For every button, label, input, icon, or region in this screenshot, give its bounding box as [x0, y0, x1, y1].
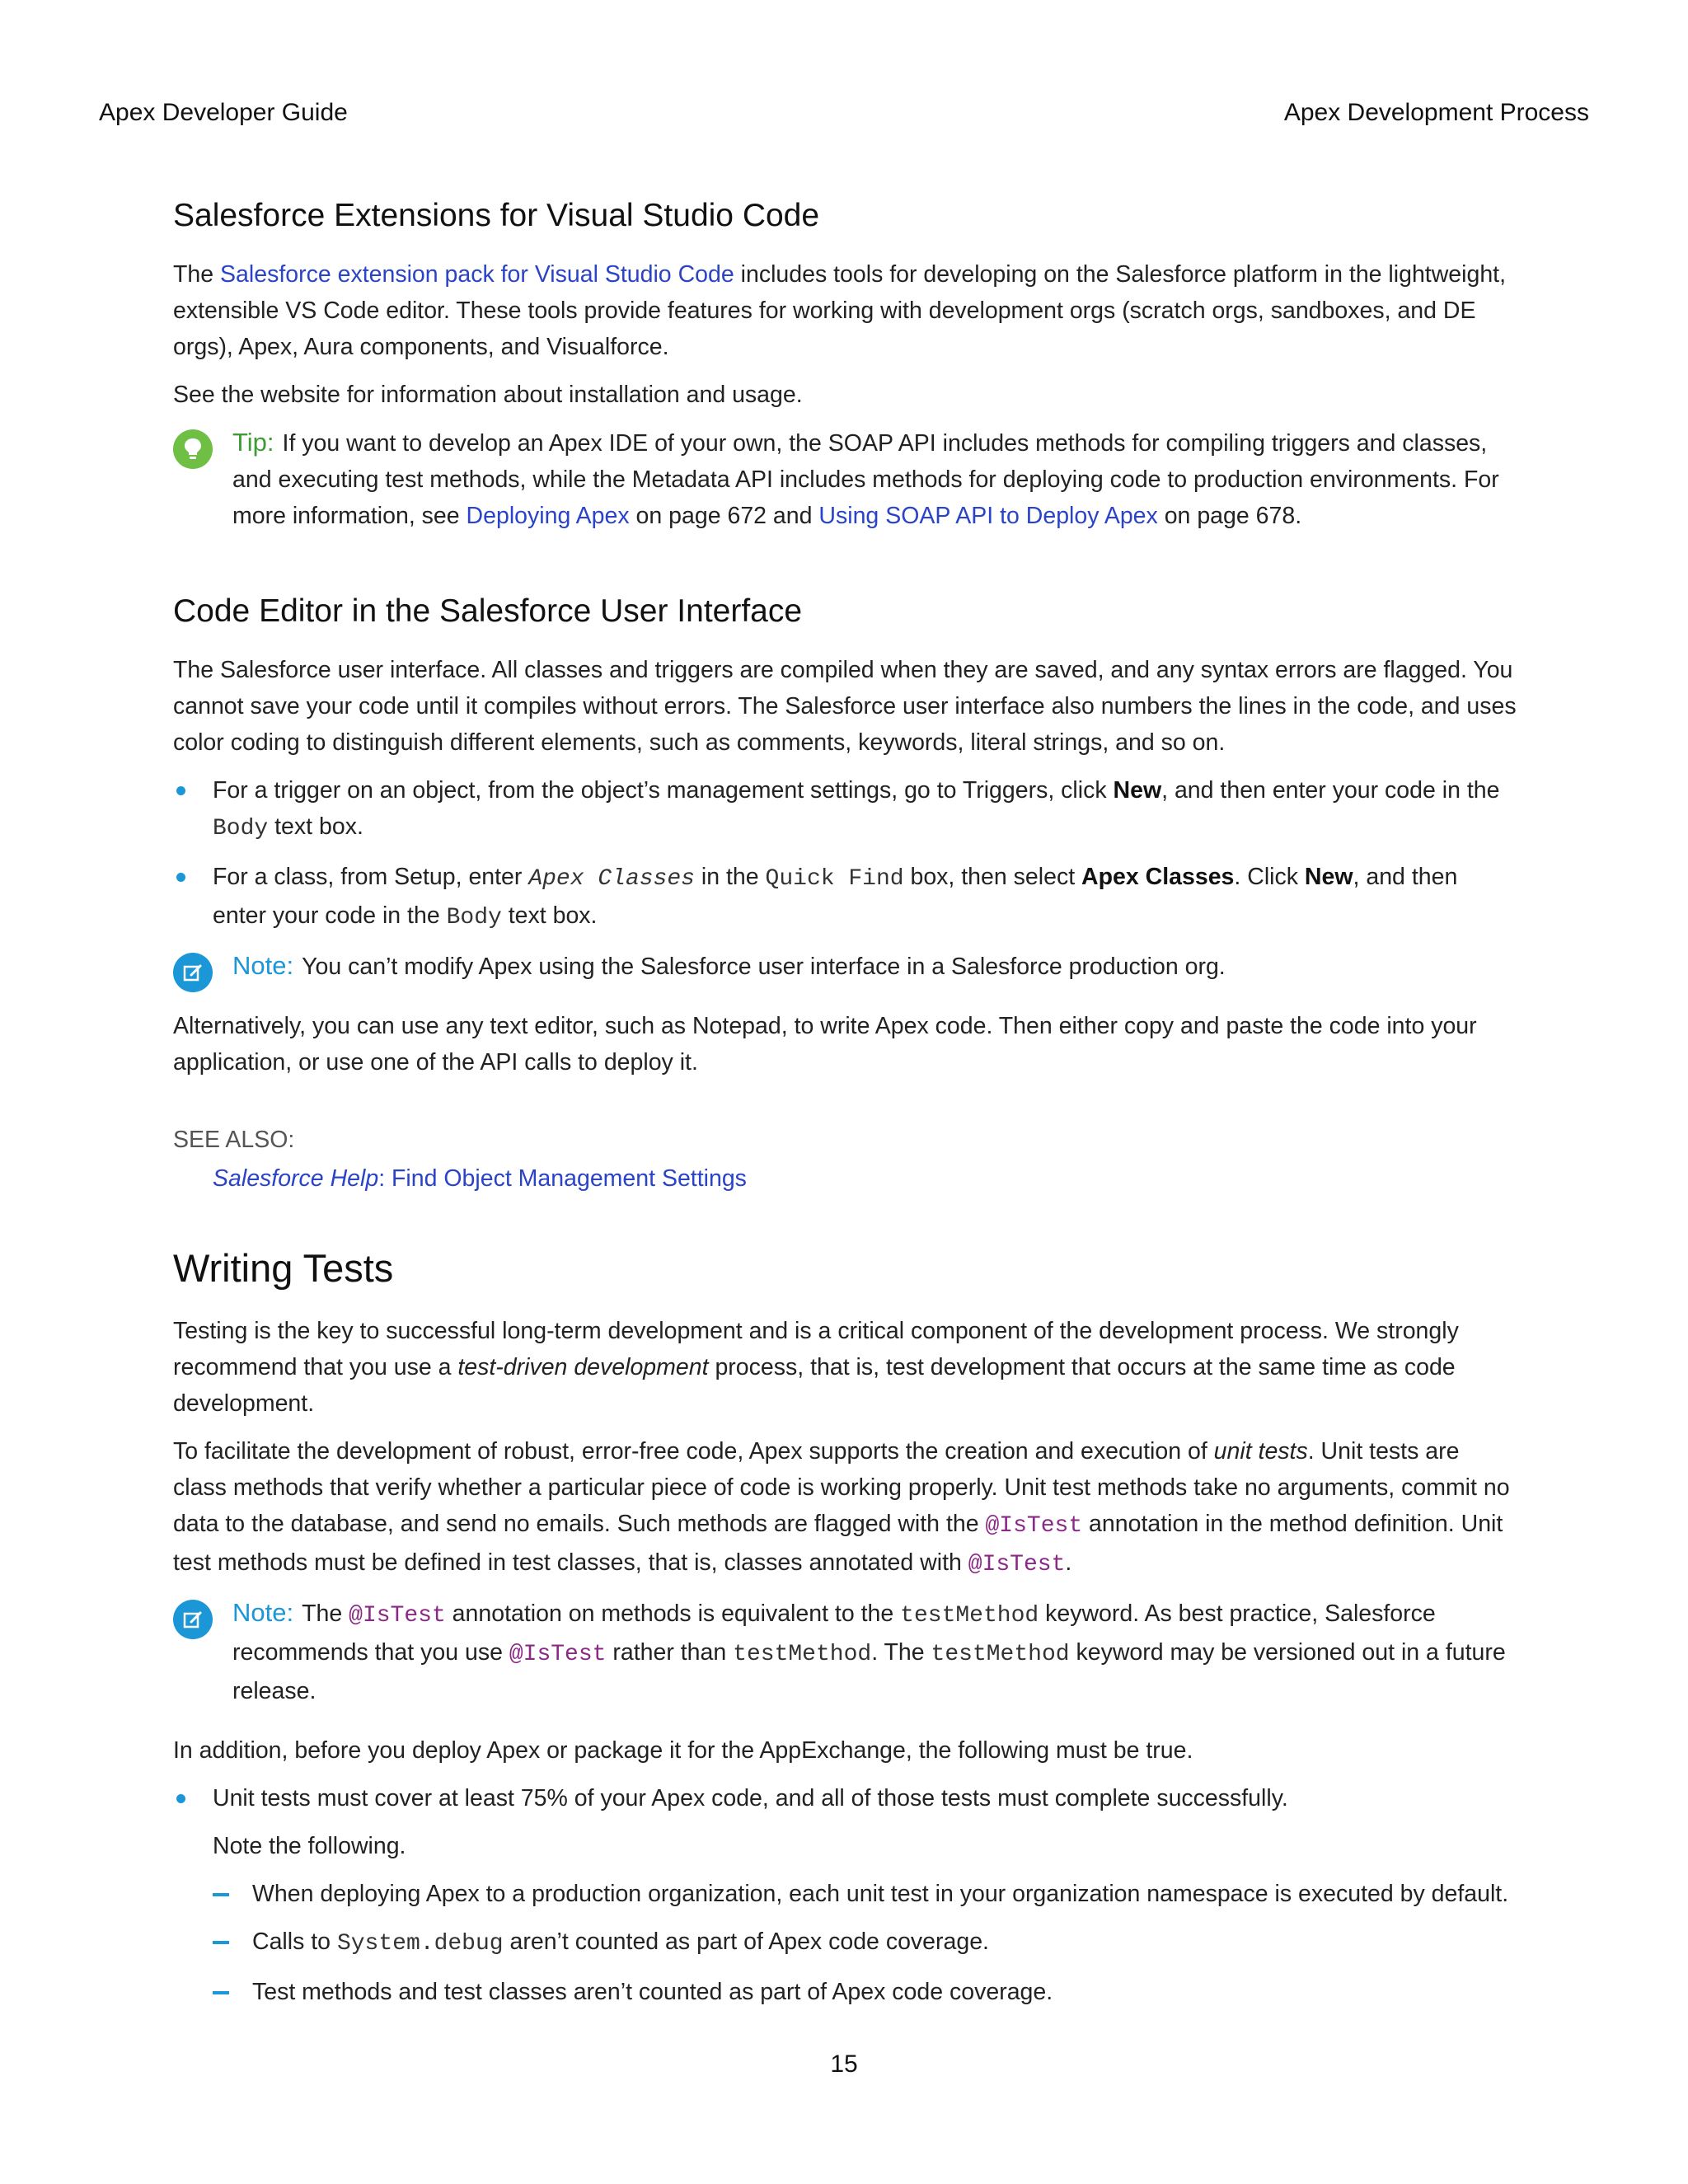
paragraph: See the website for information about installation and usage.: [173, 381, 803, 408]
header-chapter-title: Apex Development Process: [1283, 99, 1589, 126]
section-title-vscode: Salesforce Extensions for Visual Studio Code: [173, 198, 820, 233]
page-number: 15: [830, 2050, 858, 2078]
paragraph: Testing is the key to successful long-term development and is a critical component of the development process. We strongly recommend that you use a test-driven development process, that is, test development that occurs at the same time as code development.: [173, 1317, 1459, 1417]
lightbulb-icon: [173, 429, 213, 469]
page-content: [173, 196, 1517, 2022]
see-also-item: [173, 1165, 1517, 1193]
paragraph: Note the following.: [213, 1832, 406, 1859]
note-callout: Note: You can’t modify Apex using the Salesforce user interface in a Salesforce production org.: [173, 948, 1517, 985]
note-label: Note:: [232, 950, 294, 980]
list-item: For a class, from Setup, enter Apex Classes in the Quick Find box, then select Apex Classes. Click New, and then enter your code in the Body text box.: [173, 859, 1517, 936]
paragraph: The Salesforce user interface. All classes and triggers are compiled when they are saved, and any syntax errors are flagged. You cannot save your code until it compiles without errors. The Salesforce user interface also numbers the lines in the code, and uses color coding to distinguish different elements, such as comments, keywords, literal strings, and so on.: [173, 656, 1517, 756]
find-object-management-link[interactable]: Salesforce Help: Find Object Management Settings: [213, 1165, 747, 1192]
edit-note-icon: [173, 953, 213, 992]
dash-list: [173, 1876, 1517, 2010]
vscode-extension-link[interactable]: Salesforce extension pack for Visual Studio Code: [220, 260, 734, 288]
list-item: When deploying Apex to a production organization, each unit test in your organization namespace is executed by default.: [213, 1876, 1517, 1912]
deploying-apex-link[interactable]: Deploying Apex: [466, 502, 630, 529]
see-also-heading: SEE ALSO:: [173, 1126, 295, 1153]
list-item: Unit tests must cover at least 75% of your Apex code, and all of those tests must complete successfully.: [173, 1780, 1517, 1816]
tip-label: Tip:: [232, 427, 274, 457]
bullet-list: [173, 1780, 1517, 1816]
section-title-writing-tests: Writing Tests: [173, 1245, 394, 1290]
tip-callout: Tip: If you want to develop an Apex IDE of your own, the SOAP API includes methods for compiling triggers and classes, and executing test methods, while the Metadata API includes methods for deploying code to production environments. For more information, see Deploying Apex on page 672 and Using SOAP API to Deploy Apex on page 678.: [173, 424, 1517, 534]
paragraph: Alternatively, you can use any text editor, such as Notepad, to write Apex code. Then either copy and paste the code into your application, or use one of the API calls to deploy it.: [173, 1012, 1477, 1076]
list-item: Test methods and test classes aren’t counted as part of Apex code coverage.: [213, 1974, 1517, 2010]
paragraph: To facilitate the development of robust, error-free code, Apex supports the creation and execution of unit tests. Unit tests are class methods that verify whether a particular piece of code is working properly. Unit test methods take no arguments, commit no data to the database, and send no emails. Such methods are flagged with the @IsTest annotation in the method definition. Unit test methods must be defined in test classes, that is, classes annotated with @IsTest.: [173, 1437, 1510, 1577]
paragraph: The Salesforce extension pack for Visual Studio Code includes tools for developing on the Salesforce platform in the lightweight, extensible VS Code editor. These tools provide features for working with development orgs (scratch orgs, sandboxes, and DE orgs), Apex, Aura components, and Visualforce.: [173, 260, 1507, 360]
soap-api-deploy-link[interactable]: Using SOAP API to Deploy Apex: [818, 502, 1158, 529]
list-item: Calls to System.debug aren’t counted as part of Apex code coverage.: [213, 1924, 1517, 1962]
bullet-list: [173, 772, 1517, 936]
paragraph: In addition, before you deploy Apex or package it for the AppExchange, the following must be true.: [173, 1736, 1193, 1764]
section-title-code-editor: Code Editor in the Salesforce User Interface: [173, 593, 803, 629]
header-guide-title: Apex Developer Guide: [99, 99, 348, 126]
list-item: For a trigger on an object, from the object’s management settings, go to Triggers, click New, and then enter your code in the Body text box.: [173, 772, 1517, 847]
note-callout: Note: The @IsTest annotation on methods is equivalent to the testMethod keyword. As best practice, Salesforce recommends that you use @IsTest rather than testMethod. The testMethod keyword may be versioned out in a future release.: [173, 1595, 1517, 1709]
note-label: Note:: [232, 1597, 294, 1627]
edit-note-icon: [173, 1600, 213, 1639]
